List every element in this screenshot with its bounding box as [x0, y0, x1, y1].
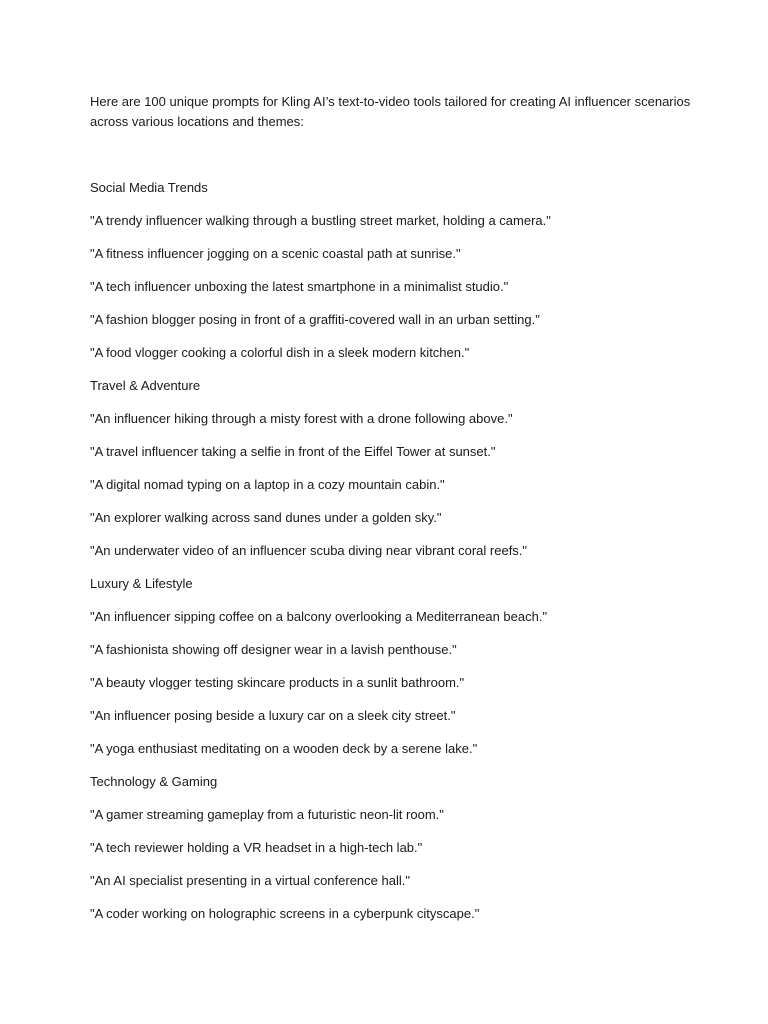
prompt-line: "An underwater video of an influencer scuba diving near vibrant coral reefs."	[90, 543, 528, 558]
prompt-line: "An influencer sipping coffee on a balcony overlooking a Mediterranean beach."	[90, 609, 548, 624]
prompt-line: "A trendy influencer walking through a bustling street market, holding a camera."	[90, 213, 551, 228]
section-heading-technology: Technology & Gaming	[90, 774, 218, 789]
prompt-line: "A beauty vlogger testing skincare products in a sunlit bathroom."	[90, 675, 465, 690]
section-heading-luxury: Luxury & Lifestyle	[90, 576, 193, 591]
prompt-line: "A food vlogger cooking a colorful dish in a sleek modern kitchen."	[90, 345, 470, 360]
prompt-line: "A tech influencer unboxing the latest smartphone in a minimalist studio."	[90, 279, 509, 294]
prompt-line: "An explorer walking across sand dunes under a golden sky."	[90, 510, 442, 525]
section-heading-travel: Travel & Adventure	[90, 378, 201, 393]
section-heading-social-media: Social Media Trends	[90, 180, 208, 195]
prompt-line: "An influencer posing beside a luxury car on a sleek city street."	[90, 708, 456, 723]
prompt-line: "A yoga enthusiast meditating on a wooden deck by a serene lake."	[90, 741, 478, 756]
prompt-line: "A fashion blogger posing in front of a graffiti-covered wall in an urban setting."	[90, 312, 540, 327]
prompt-line: "A digital nomad typing on a laptop in a cozy mountain cabin."	[90, 477, 445, 492]
prompt-line: "A travel influencer taking a selfie in front of the Eiffel Tower at sunset."	[90, 444, 496, 459]
intro-paragraph: Here are 100 unique prompts for Kling AI’s text-to-video tools tailored for creating AI influencer scenarios across various locations and themes:	[90, 94, 691, 129]
prompt-line: "An AI specialist presenting in a virtual conference hall."	[90, 873, 410, 888]
prompt-line: "A fitness influencer jogging on a scenic coastal path at sunrise."	[90, 246, 461, 261]
prompt-line: "A coder working on holographic screens in a cyberpunk cityscape."	[90, 906, 480, 921]
prompt-line: "An influencer hiking through a misty forest with a drone following above."	[90, 411, 513, 426]
prompt-line: "A gamer streaming gameplay from a futuristic neon-lit room."	[90, 807, 444, 822]
document-body	[90, 178, 730, 937]
prompt-line: "A tech reviewer holding a VR headset in a high-tech lab."	[90, 840, 423, 855]
prompt-line: "A fashionista showing off designer wear in a lavish penthouse."	[90, 642, 457, 657]
